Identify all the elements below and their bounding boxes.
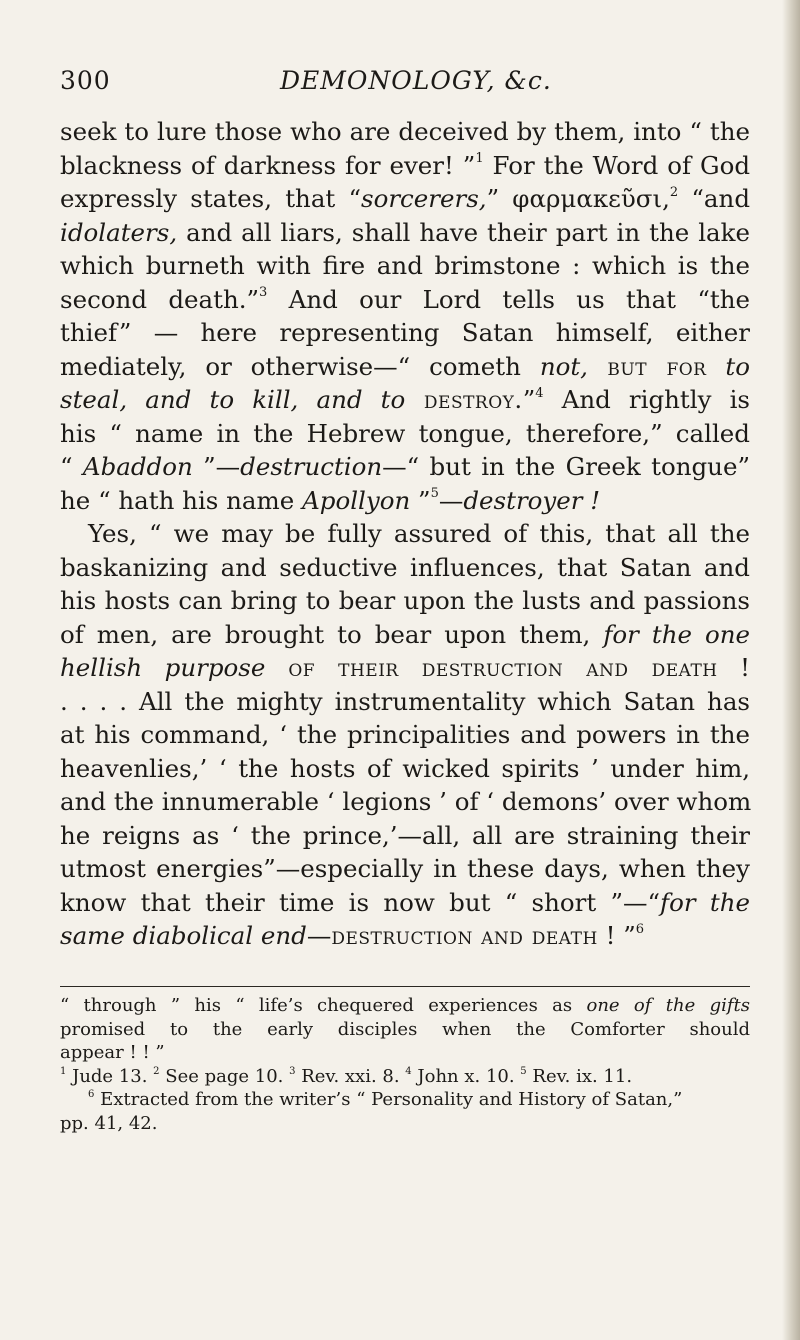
- text-line: expressly states, that “sorcerers,” φαρμακεῦσι,$^2$ “and: [60, 184, 750, 213]
- text-line: idolaters, and all liars, shall have their part in the lake: [60, 217, 750, 247]
- text-line: . . . . All the mighty instrumentality which Satan has: [60, 686, 750, 716]
- page-edge-shadow: [782, 0, 800, 1340]
- footnote-line: $^6$ Extracted from the writer’s “ Personality and History of Satan,”: [88, 1089, 683, 1110]
- footnote-line: appear ! ! ”: [60, 1042, 165, 1063]
- footnote-divider: [60, 986, 750, 987]
- text-line: he “ hath his name Apollyon ”$^5$—destroyer !: [60, 485, 601, 515]
- footnote-line: $^1$ Jude 13. $^2$ See page 10. $^3$ Rev. xxi. 8. $^4$ John x. 10. $^5$ Rev. ix. 11.: [60, 1065, 633, 1087]
- footnotes: [60, 994, 750, 1135]
- text-line: mediately, or otherwise—“ cometh not, but for to: [60, 351, 750, 381]
- text-line: at his command, ‘ the principalities and powers in the: [60, 720, 750, 749]
- text-line: his “ name in the Hebrew tongue, therefore,” called: [60, 418, 750, 448]
- footnote-ref: 3: [259, 285, 268, 301]
- running-title: DEMONOLOGY, &c.: [280, 66, 552, 95]
- text-line: hellish purpose of their destruction and death !: [60, 653, 750, 682]
- footnote-ref: 2: [669, 184, 679, 200]
- footnote-line: “ through ” his “ life’s chequered experiences as one of the gifts: [60, 995, 750, 1016]
- footnote-ref: 4: [535, 385, 544, 401]
- footnote-ref: 6: [635, 921, 645, 937]
- footnote-ref: 1: [475, 151, 484, 167]
- text-line: blackness of darkness for ever! ”$^1$ For the Word of God: [60, 150, 750, 180]
- text-line: know that their time is now but “ short ”—“for the: [60, 887, 750, 917]
- footnote-line: promised to the early disciples when the Comforter should: [60, 1018, 750, 1040]
- text-line: Yes, “ we may be fully assured of this, that all the: [88, 519, 750, 548]
- footnote-ref: 5: [430, 486, 439, 502]
- text-line: heavenlies,’ ‘ the hosts of wicked spirits ’ under him,: [60, 753, 750, 783]
- text-line: his hosts can bring to bear upon the lusts and passions: [60, 586, 750, 615]
- text-line: and the innumerable ‘ legions ’ of ‘ demons’ over whom: [60, 787, 752, 816]
- page-number: 300: [60, 66, 111, 95]
- text-line: which burneth with fire and brimstone : which is the: [60, 251, 750, 280]
- text-line: thief” — here representing Satan himself, either: [60, 318, 750, 347]
- text-line: of men, are brought to bear upon them, for the one: [60, 619, 750, 649]
- text-line: utmost energies”—especially in these days, when they: [60, 854, 750, 883]
- text-line: seek to lure those who are deceived by them, into “ the: [60, 117, 750, 146]
- footnote-line: pp. 41, 42.: [60, 1112, 158, 1134]
- text-line: he reigns as ‘ the prince,’—all, all are straining their: [60, 820, 750, 850]
- text-line: same diabolical end—destruction and death ! ”$^6$: [60, 921, 645, 950]
- text-line: “ Abaddon ”—destruction—“ but in the Greek tongue”: [60, 452, 750, 481]
- text-line: second death.”$^3$ And our Lord tells us that “the: [60, 284, 750, 314]
- text-line: steal, and to kill, and to destroy.”$^4$ And rightly is: [60, 385, 750, 414]
- page-header: [60, 66, 750, 106]
- body-text: [60, 115, 750, 953]
- text-line: baskanizing and seductive influences, that Satan and: [60, 552, 750, 582]
